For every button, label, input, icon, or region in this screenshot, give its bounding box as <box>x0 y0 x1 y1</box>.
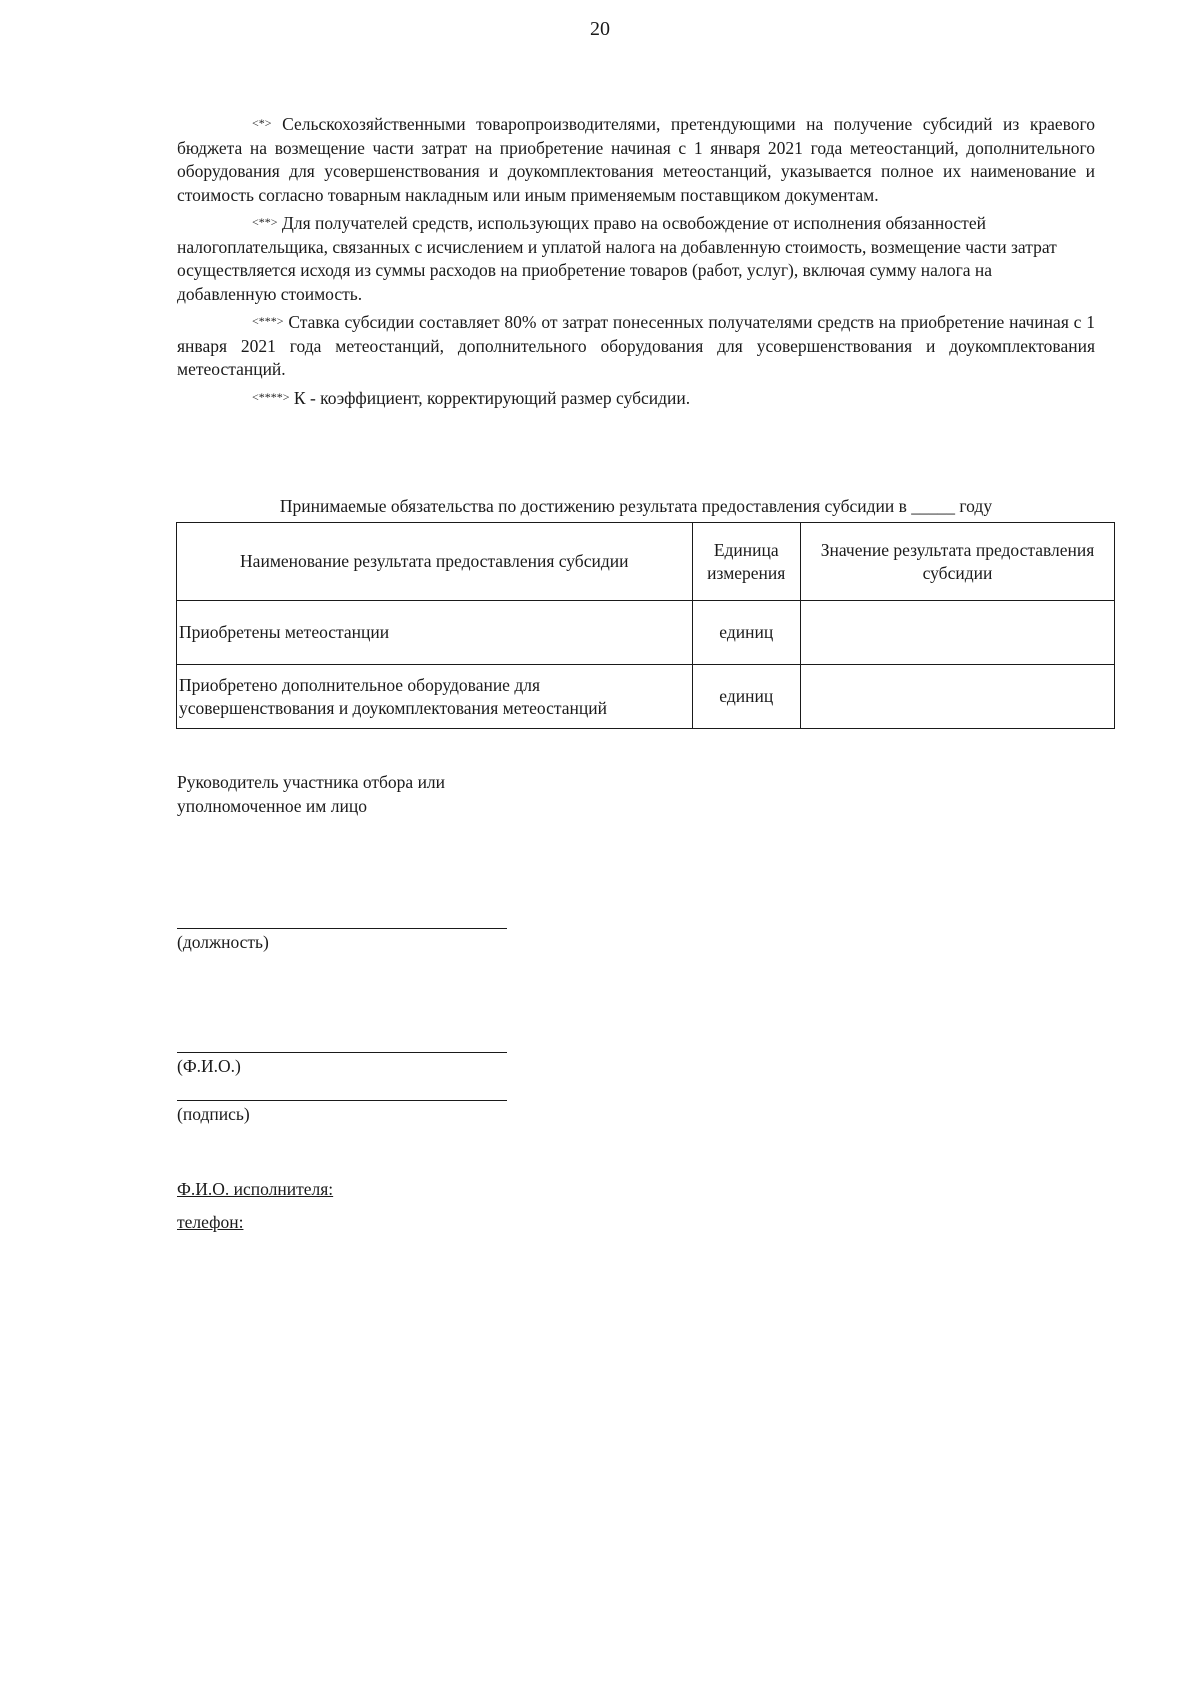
footnote-marker: <**> <box>252 215 278 229</box>
header-result-value: Значение результата предоставления субсидии <box>800 523 1114 601</box>
unit-cell: единиц <box>692 601 800 665</box>
footnote-text: Сельскохозяйственными товаропроизводителями, претендующими на получение субсидий из краевого бюджета на возмещение части затрат на приобретение начиная с 1 января 2021 года метеостанций, дополнительного оборудования для усовершенствования и доукомплектования метеостанций, указывается полное их наименование и стоимость согласно товарным накладным или иным применяемым поставщиком документам. <box>177 114 1096 205</box>
footnote-2 <box>177 211 1095 306</box>
footnote-1 <box>177 112 1095 207</box>
result-value-cell <box>800 601 1114 665</box>
signature-line <box>177 1100 507 1101</box>
footnote-4 <box>177 386 1095 411</box>
phone-label: телефон: <box>177 1212 244 1232</box>
footnote-text: К - коэффициент, корректирующий размер субсидии. <box>293 387 691 408</box>
result-name-cell: Приобретено дополнительное оборудование для усовершенствования и доукомплектования метеостанций <box>177 665 693 729</box>
table-caption: Принимаемые обязательства по достижению результата предоставления субсидии в _____ году <box>279 496 993 516</box>
executor-label: Ф.И.О. исполнителя: <box>177 1179 334 1199</box>
signature-label: (подпись) <box>177 1104 250 1124</box>
footnote-marker: <***> <box>252 314 284 328</box>
page-number: 20 <box>590 18 610 40</box>
footnote-3 <box>177 310 1095 382</box>
table-row <box>177 601 1115 665</box>
footnote-text: Для получателей средств, использующих право на освобождение от исполнения обязанностей налогоплательщика, связанных с исчислением и уплатой налога на добавленную стоимость, возмещение части затрат осуществляется исходя из суммы расходов на приобретение товаров (работ, услуг), включая сумму налога на добавленную стоимость. <box>177 213 1057 304</box>
table-header-row <box>177 523 1115 601</box>
result-name-cell: Приобретены метеостанции <box>177 601 693 665</box>
fio-label: (Ф.И.О.) <box>177 1056 241 1076</box>
position-line <box>177 928 507 929</box>
header-unit: Единица измерения <box>692 523 800 601</box>
footnote-marker: <*> <box>252 116 272 130</box>
footnotes <box>177 112 1095 414</box>
table-row <box>177 665 1115 729</box>
position-label: (должность) <box>177 932 269 952</box>
footnote-text: Ставка субсидии составляет 80% от затрат понесенных получателями средств на приобретение начиная с 1 января 2021 года метеостанций, дополнительного оборудования для усовершенствования и доукомплектования метеостанций. <box>177 312 1096 379</box>
head-title-text: Руководитель участника отбора или уполномоченное им лицо <box>177 772 446 816</box>
header-result-name: Наименование результата предоставления субсидии <box>177 523 693 601</box>
unit-cell: единиц <box>692 665 800 729</box>
fio-line <box>177 1052 507 1053</box>
result-value-cell <box>800 665 1114 729</box>
footnote-marker: <****> <box>252 389 290 404</box>
results-table <box>176 522 1115 729</box>
head-title <box>177 770 487 818</box>
